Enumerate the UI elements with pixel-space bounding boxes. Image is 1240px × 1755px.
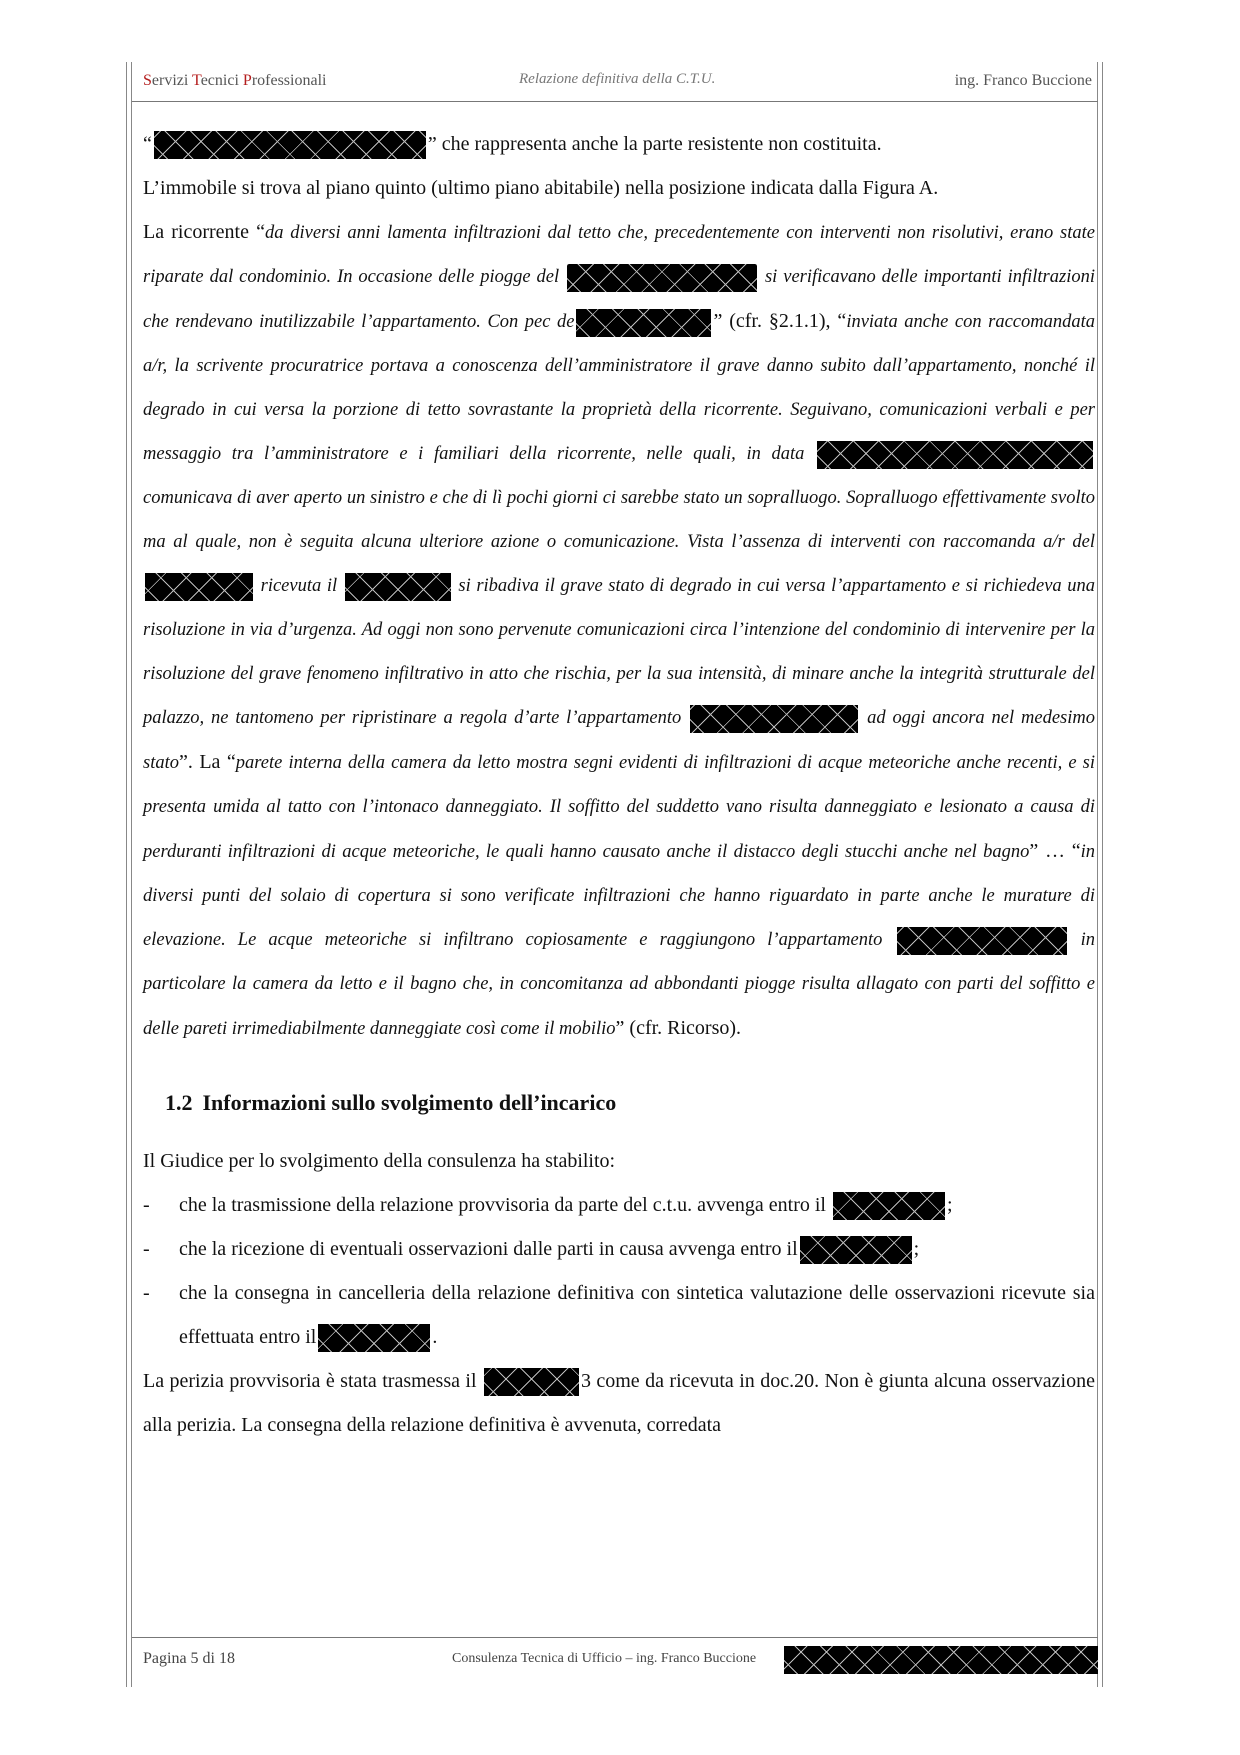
page-frame-right xyxy=(1097,62,1103,1687)
p3-normal-4: ” (cfr. Ricorso). xyxy=(615,1017,742,1039)
p3-lead: La ricorrente “ xyxy=(143,221,266,243)
p3-quote-5: ricevuta il xyxy=(260,576,338,596)
p3-quote-2: si verificavano delle importanti infiltrazioni che rendevano inutilizzabile l’appartamento. Con pec de xyxy=(143,267,1095,332)
list-bullet: - xyxy=(143,1282,150,1304)
redaction-block xyxy=(576,309,711,337)
redaction-block xyxy=(784,1646,1098,1674)
redaction-block xyxy=(154,131,426,159)
header-center: Relazione definitiva della C.T.U. xyxy=(519,71,716,87)
document-body xyxy=(143,122,1095,1447)
section-title: Informazioni sullo svolgimento dell’incarico xyxy=(202,1090,617,1115)
redaction-block xyxy=(897,927,1067,955)
list-item-tail: ; xyxy=(946,1194,953,1216)
list-item-text: che la trasmissione della relazione provvisoria da parte del c.t.u. avvenga entro il xyxy=(179,1194,826,1216)
header-left-part: P xyxy=(242,72,252,89)
paragraph-5 xyxy=(143,1359,1095,1447)
paragraph-1: “ ” che rappresenta anche la parte resistente non costituita. xyxy=(143,122,1095,166)
header-left xyxy=(143,72,326,90)
footer-page-number: Pagina 5 di 18 xyxy=(143,1650,235,1667)
header-left-part: ecnici xyxy=(200,72,243,89)
footer-rule xyxy=(132,1637,1098,1638)
p3-quote-9: in diversi punti del solaio di copertura si sono verificate infiltrazioni che hanno riguardato in parte anche le murature di elevazione. Le acque meteoriche si infiltrano copiosamente e raggiungono l’appartamento xyxy=(143,842,1095,950)
section-number: 1.2 xyxy=(165,1090,193,1115)
header-left-part: T xyxy=(192,72,201,89)
header-right: ing. Franco Buccione xyxy=(954,72,1092,89)
list-item xyxy=(143,1271,1095,1359)
list-item xyxy=(143,1183,1095,1227)
list-bullet: - xyxy=(143,1238,150,1260)
p3-normal-3: ” … “ xyxy=(1029,840,1081,862)
redaction-block xyxy=(345,573,451,601)
header-left-part: ervizi xyxy=(151,72,193,89)
header-rule xyxy=(132,101,1098,102)
redaction-block xyxy=(484,1368,579,1396)
p3-normal-1: ” (cfr. §2.1.1), “ xyxy=(713,310,847,332)
redaction-block xyxy=(833,1192,945,1220)
p3-normal-2: ”. La “ xyxy=(178,751,236,773)
paragraph-2: L’immobile si trova al piano quinto (ultimo piano abitabile) nella posizione indicata dalla Figura A. xyxy=(143,177,939,199)
page-frame-left xyxy=(126,62,132,1687)
paragraph-1-text: ” che rappresenta anche la parte resistente non costituita. xyxy=(427,133,882,155)
paragraph-4: Il Giudice per lo svolgimento della consulenza ha stabilito: xyxy=(143,1150,616,1172)
list-item-tail: ; xyxy=(913,1238,920,1260)
redaction-block xyxy=(145,573,253,601)
section-heading xyxy=(165,1081,1095,1125)
header-left-part: rofessionali xyxy=(251,72,327,89)
footer-center: Consulenza Tecnica di Ufficio – ing. Franco Buccione xyxy=(452,1651,757,1666)
p3-quote-10: in particolare la camera da letto e il bagno che, in concomitanza ad abbondanti piogge risulta allagato con parti del soffitto e delle pareti irrimediabilmente danneggiate così come il mobilio xyxy=(143,930,1095,1039)
p3-quote-1: da diversi anni lamenta infiltrazioni dal tetto che, precedentemente con interventi non risolutivi, erano state riparate dal condominio. In occasione delle piogge del xyxy=(143,223,1095,287)
paragraph-5-a: La perizia provvisoria è stata trasmessa il xyxy=(143,1370,477,1392)
p3-quote-8: parete interna della camera da letto mostra segni evidenti di infiltrazioni di acque meteoriche anche recenti, e si presenta umida al tatto con l’intonaco danneggiato. Il soffitto del suddetto vano risulta danneggiato e lesionato a causa di perduranti infiltrazioni di acque meteoriche, le quali hanno causato anche il distacco degli stucchi anche nel bagno xyxy=(143,753,1095,862)
list-item xyxy=(143,1227,1095,1271)
redaction-block xyxy=(800,1236,912,1264)
redaction-block xyxy=(690,705,858,733)
p3-quote-3: inviata anche con raccomandata a/r, la scrivente procuratrice portava a conoscenza dell’amministratore il grave danno subito dall’appartamento, nonché il degrado in cui versa la porzione di tetto sovrastante la proprietà della ricorrente. Seguivano, comunicazioni verbali e per messaggio tra l’amministratore e i familiari della ricorrente, nelle quali, in data xyxy=(143,312,1095,464)
redaction-block xyxy=(567,264,757,292)
redaction-block xyxy=(318,1324,430,1352)
list-item-tail: . xyxy=(432,1326,438,1348)
header-left-part: S xyxy=(143,72,152,89)
p3-quote-4: comunicava di aver aperto un sinistro e che di lì pochi giorni ci sarebbe stato un sopralluogo. Sopralluogo effettivamente svolto ma al quale, non è seguita alcuna ulteriore azione o comunicazione. Vista l’assenza di interventi con raccomanda a/r del xyxy=(143,488,1095,552)
paragraph-5-b: 3 come da ricevuta in doc.20. Non è giunta alcuna osservazione alla perizia. La consegna della relazione definitiva è avvenuta, corredata xyxy=(143,1370,1095,1436)
redaction-block xyxy=(817,441,1093,469)
list-bullet: - xyxy=(143,1194,150,1216)
paragraph-3 xyxy=(143,210,1095,1051)
list-item-text: che la consegna in cancelleria della relazione definitiva con sintetica valutazione delle osservazioni ricevute sia effettuata entro il xyxy=(179,1282,1095,1348)
deadline-list xyxy=(143,1183,1095,1359)
p3-quote-7: ad oggi ancora nel medesimo stato xyxy=(143,708,1096,773)
p3-quote-6: si ribadiva il grave stato di degrado in cui versa l’appartamento e si richiedeva una risoluzione in via d’urgenza. Ad oggi non sono pervenute comunicazioni circa l’intenzione del condominio di intervenire per la risoluzione del grave fenomeno infiltrativo in atto che rischia, per la sua intensità, di minare anche la integrità strutturale del palazzo, ne tantomeno per ripristinare a regola d’arte l’appartamento xyxy=(143,576,1096,728)
list-item-text: che la ricezione di eventuali osservazioni dalle parti in causa avvenga entro il xyxy=(179,1238,798,1260)
